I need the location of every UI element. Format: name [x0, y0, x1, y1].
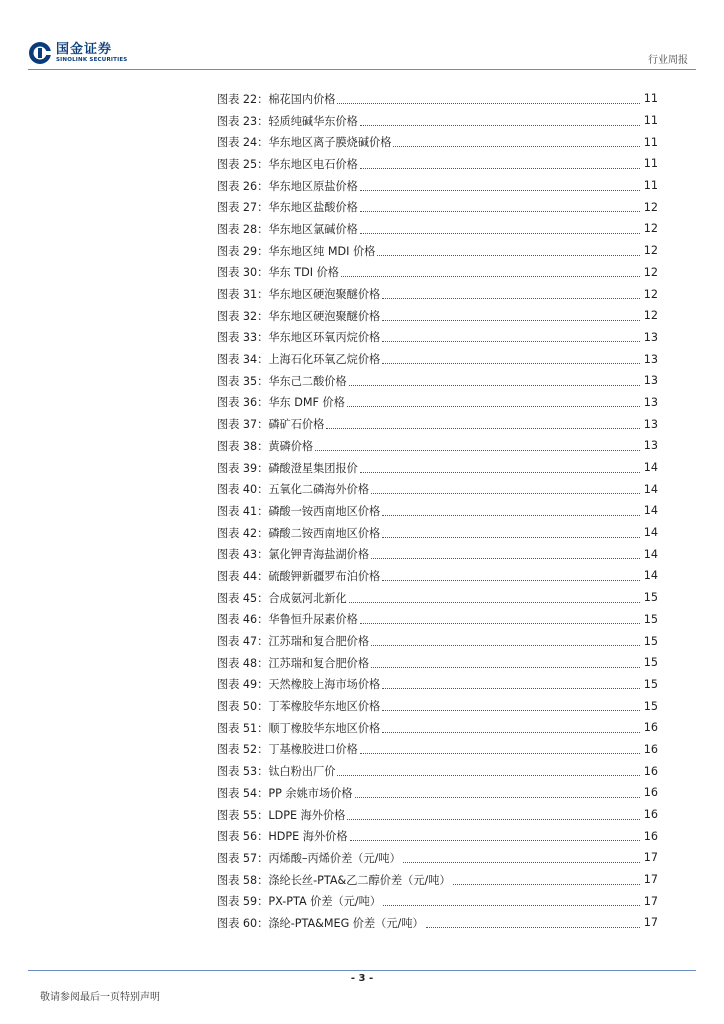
- toc-entry[interactable]: [217, 392, 658, 414]
- toc-dot-leader: [355, 796, 640, 798]
- toc-entry[interactable]: [217, 869, 658, 891]
- toc-entry[interactable]: [217, 348, 658, 370]
- toc-dot-leader: [337, 102, 640, 104]
- toc-entry[interactable]: [217, 478, 658, 500]
- toc-entry-page: 13: [643, 395, 658, 409]
- toc-dot-leader: [382, 687, 640, 689]
- toc-entry[interactable]: [217, 695, 658, 717]
- toc-dot-leader: [371, 557, 640, 559]
- toc-entry-label: 图表 28：华东地区氯碱价格: [217, 222, 358, 236]
- toc-entry-label: 图表 41：磷酸一铵西南地区价格: [217, 504, 381, 518]
- toc-entry[interactable]: [217, 804, 658, 826]
- toc-entry-page: 11: [643, 114, 658, 128]
- toc-entry[interactable]: [217, 674, 658, 696]
- toc-entry-page: 13: [643, 417, 658, 431]
- toc-entry-label: 图表 51：顺丁橡胶华东地区价格: [217, 721, 381, 735]
- toc-entry-label: 图表 43：氯化钾青海盐湖价格: [217, 548, 370, 562]
- toc-entry-page: 15: [643, 591, 658, 605]
- toc-entry-label: 图表 24：华东地区离子膜烧碱价格: [217, 136, 392, 150]
- toc-entry-page: 17: [643, 916, 658, 930]
- toc-dot-leader: [382, 514, 640, 516]
- toc-entry-label: 图表 39：磷酸澄星集团报价: [217, 461, 358, 475]
- toc-entry-label: 图表 49：天然橡胶上海市场价格: [217, 678, 381, 692]
- toc-entry-page: 15: [643, 612, 658, 626]
- toc-entry[interactable]: [217, 175, 658, 197]
- toc-entry-page: 12: [643, 309, 658, 323]
- toc-entry[interactable]: [217, 457, 658, 479]
- company-logo: [28, 41, 127, 65]
- toc-entry-page: 14: [643, 482, 658, 496]
- toc-entry-label: 图表 25：华东地区电石价格: [217, 157, 358, 171]
- toc-entry[interactable]: [217, 88, 658, 110]
- toc-dot-leader: [382, 362, 640, 364]
- toc-entry[interactable]: [217, 413, 658, 435]
- toc-entry-page: 14: [643, 569, 658, 583]
- toc-entry-label: 图表 50：丁苯橡胶华东地区价格: [217, 700, 381, 714]
- toc-dot-leader: [315, 449, 640, 451]
- toc-entry-label: 图表 36：华东 DMF 价格: [217, 396, 345, 410]
- toc-dot-leader: [371, 492, 640, 494]
- toc-entry-page: 16: [643, 764, 658, 778]
- toc-entry-label: 图表 42：磷酸二铵西南地区价格: [217, 526, 381, 540]
- toc-dot-leader: [382, 297, 640, 299]
- toc-entry-page: 15: [643, 634, 658, 648]
- toc-entry-page: 17: [643, 894, 658, 908]
- toc-dot-leader: [350, 839, 640, 841]
- toc-entry-page: 13: [643, 374, 658, 388]
- toc-entry[interactable]: [217, 890, 658, 912]
- toc-dot-leader: [426, 926, 640, 928]
- toc-entry[interactable]: [217, 652, 658, 674]
- toc-entry-label: 图表 27：华东地区盐酸价格: [217, 201, 358, 215]
- toc-dot-leader: [383, 904, 640, 906]
- toc-entry[interactable]: [217, 522, 658, 544]
- toc-entry-page: 11: [643, 135, 658, 149]
- toc-dot-leader: [360, 752, 640, 754]
- page-number: - 3 -: [350, 973, 374, 984]
- toc-entry-label: 图表 22：棉花国内价格: [217, 92, 336, 106]
- footer-divider: [28, 970, 696, 971]
- toc-entry-label: 图表 58：涤纶长丝-PTA&乙二醇价差（元/吨）: [217, 873, 451, 887]
- logo-english-name: SINOLINK SECURITIES: [56, 56, 128, 63]
- toc-entry-page: 12: [643, 200, 658, 214]
- toc-entry-label: 图表 31：华东地区硬泡聚醚价格: [217, 288, 381, 302]
- toc-entry-label: 图表 46：华鲁恒升尿素价格: [217, 613, 358, 627]
- toc-entry-label: 图表 47：江苏瑞和复合肥价格: [217, 635, 370, 649]
- toc-entry[interactable]: [217, 782, 658, 804]
- toc-dot-leader: [360, 167, 640, 169]
- toc-entry-page: 14: [643, 461, 658, 475]
- toc-entry[interactable]: [217, 739, 658, 761]
- toc-dot-leader: [360, 124, 640, 126]
- toc-entry-page: 13: [643, 330, 658, 344]
- toc-entry-label: 图表 30：华东 TDI 价格: [217, 266, 339, 280]
- toc-entry[interactable]: [217, 262, 658, 284]
- toc-entry[interactable]: [217, 153, 658, 175]
- toc-entry[interactable]: [217, 587, 658, 609]
- toc-entry-label: 图表 48：江苏瑞和复合肥价格: [217, 656, 370, 670]
- toc-entry-label: 图表 52：丁基橡胶进口价格: [217, 743, 358, 757]
- toc-entry[interactable]: [217, 370, 658, 392]
- toc-entry-page: 12: [643, 287, 658, 301]
- page-header: [0, 0, 724, 72]
- toc-entry-label: 图表 23：轻质纯碱华东价格: [217, 114, 358, 128]
- toc-dot-leader: [382, 319, 640, 321]
- toc-entry-page: 12: [643, 244, 658, 258]
- toc-entry[interactable]: [217, 240, 658, 262]
- toc-entry-label: 图表 29：华东地区纯 MDI 价格: [217, 244, 376, 258]
- toc-dot-leader: [360, 189, 640, 191]
- toc-entry-page: 12: [643, 222, 658, 236]
- toc-dot-leader: [403, 861, 640, 863]
- toc-entry-label: 图表 57：丙烯酸–丙烯价差（元/吨）: [217, 851, 401, 865]
- toc-entry-label: 图表 53：钛白粉出厂价: [217, 765, 336, 779]
- report-type-label: 行业周报: [648, 55, 688, 66]
- toc-dot-leader: [382, 731, 640, 733]
- toc-entry[interactable]: [217, 196, 658, 218]
- toc-dot-leader: [371, 666, 640, 668]
- toc-entry[interactable]: [217, 110, 658, 132]
- toc-entry-label: 图表 35：华东己二酸价格: [217, 374, 347, 388]
- toc-entry-page: 15: [643, 656, 658, 670]
- toc-entry-page: 14: [643, 526, 658, 540]
- toc-entry-label: 图表 55：LDPE 海外价格: [217, 808, 346, 822]
- toc-entry-page: 17: [643, 851, 658, 865]
- toc-entry-label: 图表 33：华东地区环氧丙烷价格: [217, 331, 381, 345]
- toc-entry[interactable]: [217, 131, 658, 153]
- header-divider: [28, 69, 696, 70]
- toc-dot-leader: [347, 405, 640, 407]
- toc-entry[interactable]: [217, 565, 658, 587]
- toc-dot-leader: [349, 601, 640, 603]
- toc-entry-label: 图表 59：PX-PTA 价差（元/吨）: [217, 895, 382, 909]
- toc-entry-label: 图表 45：合成氨河北新化: [217, 591, 347, 605]
- toc-entry[interactable]: [217, 912, 658, 934]
- toc-entry[interactable]: [217, 630, 658, 652]
- toc-entry-label: 图表 38：黄磷价格: [217, 439, 314, 453]
- toc-entry-label: 图表 60：涤纶-PTA&MEG 价差（元/吨）: [217, 916, 424, 930]
- toc-dot-leader: [349, 384, 640, 386]
- toc-dot-leader: [360, 210, 640, 212]
- toc-entry[interactable]: [217, 717, 658, 739]
- toc-dot-leader: [341, 275, 640, 277]
- toc-entry-page: 11: [643, 157, 658, 171]
- toc-entry-page: 11: [643, 92, 658, 106]
- toc-entry-label: 图表 54：PP 余姚市场价格: [217, 786, 353, 800]
- toc-entry[interactable]: [217, 500, 658, 522]
- toc-entry-page: 16: [643, 721, 658, 735]
- toc-entry[interactable]: [217, 760, 658, 782]
- toc-entry[interactable]: [217, 825, 658, 847]
- toc-dot-leader: [360, 622, 640, 624]
- toc-entry[interactable]: [217, 609, 658, 631]
- toc-dot-leader: [382, 709, 640, 711]
- toc-dot-leader: [360, 232, 640, 234]
- toc-entry-page: 16: [643, 742, 658, 756]
- toc-dot-leader: [377, 254, 640, 256]
- toc-entry-page: 17: [643, 873, 658, 887]
- toc-entry[interactable]: [217, 218, 658, 240]
- toc-entry-page: 14: [643, 547, 658, 561]
- toc-entry-page: 13: [643, 352, 658, 366]
- toc-entry-page: 12: [643, 265, 658, 279]
- toc-entry-page: 15: [643, 699, 658, 713]
- toc-entry[interactable]: [217, 847, 658, 869]
- toc-dot-leader: [371, 644, 640, 646]
- toc-dot-leader: [347, 818, 640, 820]
- toc-dot-leader: [326, 427, 640, 429]
- toc-entry[interactable]: [217, 543, 658, 565]
- toc-entry-page: 16: [643, 786, 658, 800]
- disclaimer-text: 敬请参阅最后一页特别声明: [40, 992, 160, 1003]
- toc-entry-page: 14: [643, 504, 658, 518]
- toc-dot-leader: [453, 883, 640, 885]
- toc-entry-label: 图表 44：硫酸钾新疆罗布泊价格: [217, 569, 381, 583]
- toc-entry[interactable]: [217, 435, 658, 457]
- toc-entry-page: 15: [643, 677, 658, 691]
- toc-entry-page: 11: [643, 179, 658, 193]
- toc-dot-leader: [382, 536, 640, 538]
- toc-entry-label: 图表 34：上海石化环氧乙烷价格: [217, 353, 381, 367]
- toc-dot-leader: [337, 774, 640, 776]
- toc-entry-page: 16: [643, 829, 658, 843]
- toc-entry-label: 图表 37：磷矿石价格: [217, 418, 325, 432]
- toc-dot-leader: [382, 579, 640, 581]
- toc-entry-label: 图表 26：华东地区原盐价格: [217, 179, 358, 193]
- figure-index-list: [217, 88, 658, 934]
- logo-chinese-name: 国金证券: [56, 41, 113, 57]
- toc-entry-label: 图表 56：HDPE 海外价格: [217, 830, 348, 844]
- toc-entry-page: 13: [643, 439, 658, 453]
- toc-entry[interactable]: [217, 327, 658, 349]
- toc-entry[interactable]: [217, 305, 658, 327]
- toc-dot-leader: [393, 145, 640, 147]
- toc-entry-label: 图表 40：五氧化二磷海外价格: [217, 483, 370, 497]
- toc-entry-label: 图表 32：华东地区硬泡聚醚价格: [217, 309, 381, 323]
- toc-entry[interactable]: [217, 283, 658, 305]
- toc-dot-leader: [360, 471, 640, 473]
- sinolink-logo-icon: [28, 41, 52, 65]
- toc-dot-leader: [382, 340, 640, 342]
- toc-entry-page: 16: [643, 808, 658, 822]
